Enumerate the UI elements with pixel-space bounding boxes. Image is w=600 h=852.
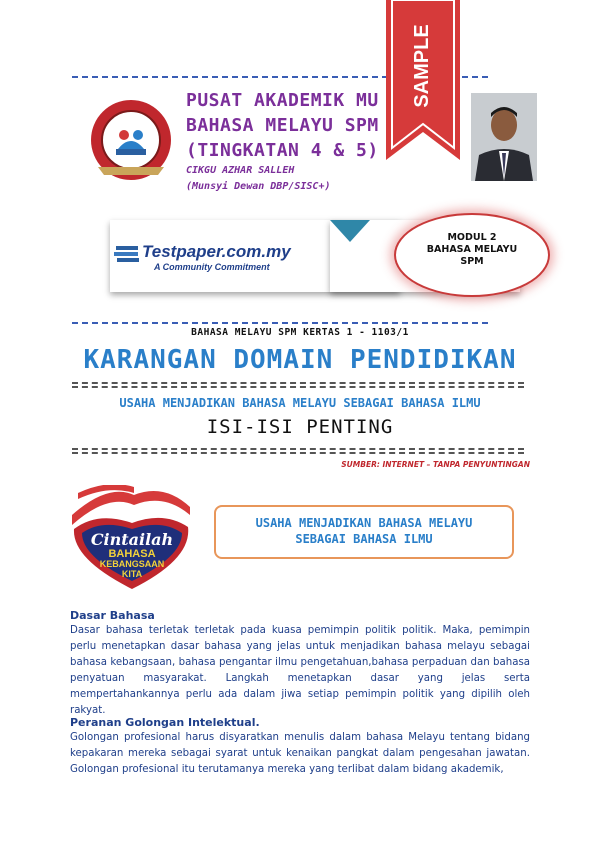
institution-line-3: (TINGKATAN 4 & 5) [186, 140, 379, 161]
institution-line-2: BAHASA MELAYU SPM [186, 115, 379, 136]
teacher-photo [471, 93, 537, 181]
site-tagline: A Community Commitment [154, 262, 270, 272]
teacher-name: CIKGU AZHAR SALLEH [186, 165, 295, 176]
academy-logo [88, 97, 174, 183]
heart-text-1: Cintailah [90, 530, 174, 549]
section-body-dasar: Dasar bahasa terletak terletak pada kuasa pemimpin politik politik. Maka, pemimpin perlu menetapkan dasar bahasa yang jelas untuk menjadikan bahasa melayu sebagai bahasa kebangsaan, bahasa pengantar ilmu pengetahuan,bahasa perpaduan dan bahasa penyatuan masyarakat. Langkah menetapkan dasar yang jelas serta mempertahankannya perlu ada dalam jiwa setiap pemimpin politik yang dipilih oleh rakyat. [70, 625, 530, 716]
sample-label: SAMPLE [411, 24, 433, 108]
section-body-peranan: Golongan profesional harus disyaratkan menulis dalam bahasa Melayu tentang bidang kepakaran mereka sebagai syarat untuk kenaikan pangkat dalam pengesahan jawatan. Golongan profesional itu terutamanya mereka yang terlibat dalam bidang akademik, [70, 732, 530, 775]
divider-4 [72, 448, 524, 454]
heart-emblem [68, 485, 194, 590]
source-note: SUMBER: INTERNET – TANPA PENYUNTINGAN [341, 460, 530, 469]
module-badge [394, 213, 550, 297]
paper-code: BAHASA MELAYU SPM KERTAS 1 - 1103/1 [191, 327, 409, 338]
topic-box-line-2: SEBAGAI BAHASA ILMU [295, 532, 433, 546]
main-title: KARANGAN DOMAIN PENDIDIKAN [83, 345, 517, 375]
module-subject: BAHASA MELAYU [426, 244, 518, 255]
module-level: SPM [460, 256, 484, 267]
sample-ribbon [386, 0, 460, 165]
section-heading-dasar: Dasar Bahasa [70, 609, 155, 622]
site-name[interactable]: Testpaper.com.my [142, 242, 291, 261]
book-stack-icon [114, 242, 142, 268]
divider-3 [72, 382, 524, 388]
teacher-title: (Munsyi Dewan DBP/SISC+) [186, 181, 331, 192]
heart-text-3: KEBANGSAAN [99, 559, 165, 569]
heart-text-2: BAHASA [108, 548, 156, 560]
heart-text-4: KITA [121, 569, 143, 579]
module-number: MODUL 2 [447, 232, 497, 243]
institution-line-1: PUSAT AKADEMIK MU [186, 90, 379, 111]
divider-2 [72, 322, 488, 324]
topic-box [214, 505, 514, 559]
section-heading-peranan: Peranan Golongan Intelektual. [70, 716, 260, 729]
topic-box-line-1: USAHA MENJADIKAN BAHASA MELAYU [255, 516, 473, 530]
points-heading: ISI-ISI PENTING [206, 416, 394, 438]
topic-title: USAHA MENJADIKAN BAHASA MELAYU SEBAGAI BAHASA ILMU [119, 396, 481, 410]
